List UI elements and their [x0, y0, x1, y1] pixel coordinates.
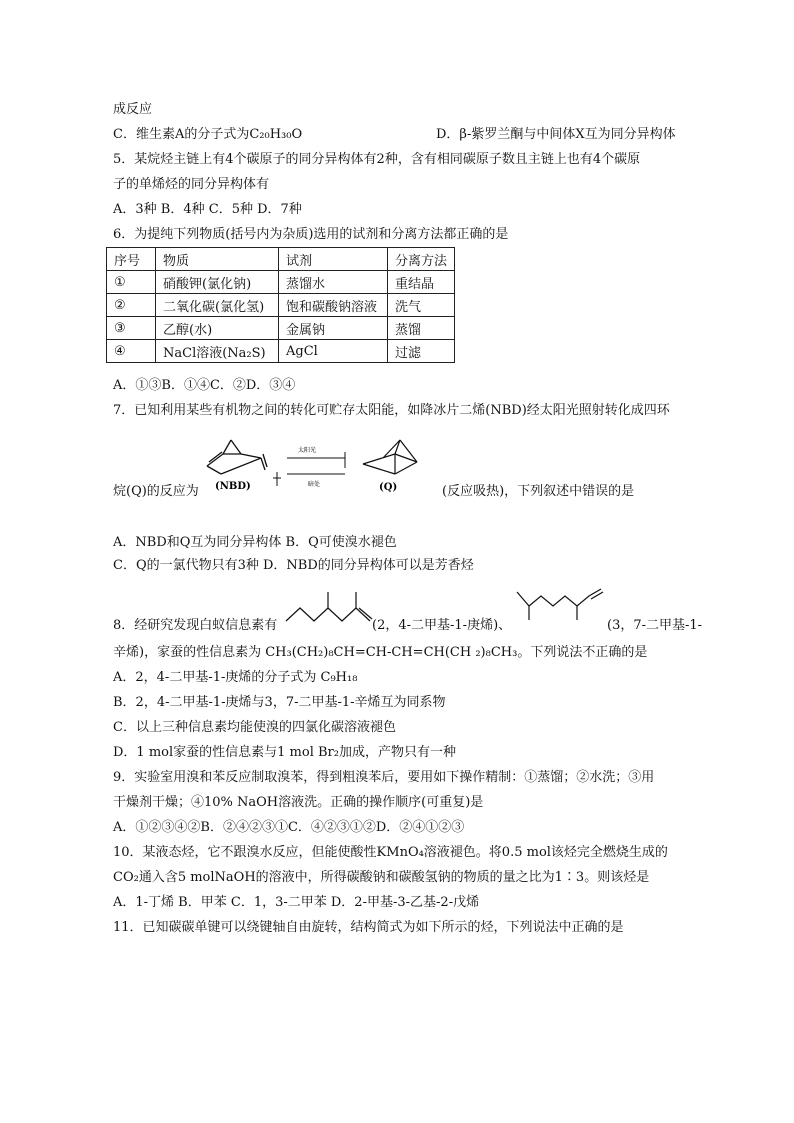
table-cell: ④: [107, 340, 156, 363]
question-8-compound-2: (3，7-二甲基-1-: [607, 618, 703, 633]
q-structure: [363, 440, 417, 474]
question-8-option-b: B．2，4-二甲基-1-庚烯与3，7-二甲基-1-辛烯互为同系物: [113, 695, 446, 710]
table-header: 试剂: [279, 248, 388, 271]
question-5: 5．某烷烃主链上有4个碳原子的同分异构体有2种，含有相同碳原子数且主链上也有4个碳原: [113, 152, 641, 167]
question-5-cont: 子的单烯烃的同分异构体有: [113, 177, 270, 192]
table-cell: 重结晶: [388, 271, 455, 294]
table-row: [107, 340, 455, 363]
table-row: [107, 317, 455, 340]
table-header: 物质: [156, 248, 279, 271]
question-10: 10．某液态烃，它不跟溴水反应，但能使酸性KMnO₄溶液褪色。将0.5 mol该烃完全燃烧生成的: [113, 845, 668, 860]
table-cell: 金属钠: [279, 317, 388, 340]
question-5-options: A．3种 B．4种 C．5种 D．7种: [113, 202, 302, 217]
question-7-reaction-suffix: (反应吸热)，下列叙述中错误的是: [442, 484, 635, 499]
table-cell: AgCl: [279, 340, 388, 363]
question-10-options: A．1-丁烯 B．甲苯 C．1，3-二甲苯 D．2-甲基-3-乙基-2-戊烯: [113, 895, 480, 910]
table-row: [107, 271, 455, 294]
question-8-compound-1: (2，4-二甲基-1-庚烯)、: [372, 618, 512, 633]
question-7: 7．已知利用某些有机物之间的转化可贮存太阳能，如降冰片二烯(NBD)经太阳光照射转化成四环: [113, 403, 670, 418]
question-6: 6．为提纯下列物质(括号内为杂质)选用的试剂和分离方法都正确的是: [113, 227, 509, 242]
question-7-options-cd: C．Q的一氯代物只有3种 D．NBD的同分异构体可以是芳香烃: [113, 558, 474, 573]
dimethylheptene-structure: [284, 586, 376, 626]
table-cell: 饱和碳酸钠溶液: [279, 294, 388, 317]
table-cell: 乙醇(水): [156, 317, 279, 340]
table-cell: 二氧化碳(氯化氢): [156, 294, 279, 317]
question-8-option-a: A．2，4-二甲基-1-庚烯的分子式为 C₉H₁₈: [113, 670, 358, 685]
table-row: [107, 294, 455, 317]
question-9-options: A．①②③④②B．②④②③①C．④②③①②D．②④①②③: [113, 820, 465, 835]
table-cell: ②: [107, 294, 156, 317]
question-9: 9．实验室用溴和苯反应制取溴苯，得到粗溴苯后，要用如下操作精制：①蒸馏；②水洗；③用: [113, 770, 655, 785]
table-cell: ③: [107, 317, 156, 340]
table-header: 序号: [107, 248, 156, 271]
question-8-option-d: D．1 mol家蚕的性信息素与1 mol Br₂加成，产物只有一种: [113, 745, 456, 760]
nbd-structure: [207, 440, 267, 474]
table-header-row: [107, 248, 455, 271]
question-8: 8．经研究发现白蚁信息素有: [113, 618, 278, 633]
table-cell: 过滤: [388, 340, 455, 363]
purification-table: [106, 247, 455, 363]
table-cell: ①: [107, 271, 156, 294]
question-9-cont: 干燥剂干燥；④10% NaOH溶液洗。正确的操作顺序(可重复)是: [113, 795, 484, 810]
dimethyloctene-structure: [515, 586, 610, 626]
q-label: (Q): [379, 482, 398, 493]
table-cell: 洗气: [388, 294, 455, 317]
table-header: 分离方法: [388, 248, 455, 271]
text-line: 成反应: [113, 102, 153, 117]
table-cell: NaCl溶液(Na₂S): [156, 340, 279, 363]
question-6-options: A．①③B．①④C．②D．③④: [113, 378, 296, 393]
arrow-top-label: 太阳光: [298, 447, 317, 454]
option-d-q4: D．β-紫罗兰酮与中间体X互为同分异构体: [436, 127, 676, 142]
question-11: 11．已知碳碳单键可以绕键轴自由旋转，结构简式为如下所示的烃，下列说法中正确的是: [113, 920, 624, 935]
question-7-reaction-prefix: 烷(Q)的反应为: [113, 484, 199, 499]
question-7-options-ab: A．NBD和Q互为同分异构体 B．Q可使溴水褪色: [113, 535, 397, 550]
table-cell: 蒸馏: [388, 317, 455, 340]
question-8-cont: 辛烯)，家蚕的性信息素为 CH₃(CH₂)₈CH=CH-CH=CH(CH ₂)₈CH₃。下列说法不正确的是: [113, 645, 648, 660]
nbd-label: (NBD): [215, 481, 251, 492]
table-cell: 蒸馏水: [279, 271, 388, 294]
arrow-bottom-label: 暗处: [308, 481, 321, 488]
table-cell: 硝酸钾(氯化钠): [156, 271, 279, 294]
option-c-q4: C．维生素A的分子式为C₂₀H₃₀O: [113, 127, 303, 142]
question-8-option-c: C．以上三种信息素均能使溴的四氯化碳溶液褪色: [113, 720, 396, 735]
question-10-cont: CO₂通入含5 molNaOH的溶液中，所得碳酸钠和碳酸氢钠的物质的量之比为1∶3。则该烃是: [113, 870, 650, 885]
nbd-q-reaction-figure: [195, 434, 435, 496]
